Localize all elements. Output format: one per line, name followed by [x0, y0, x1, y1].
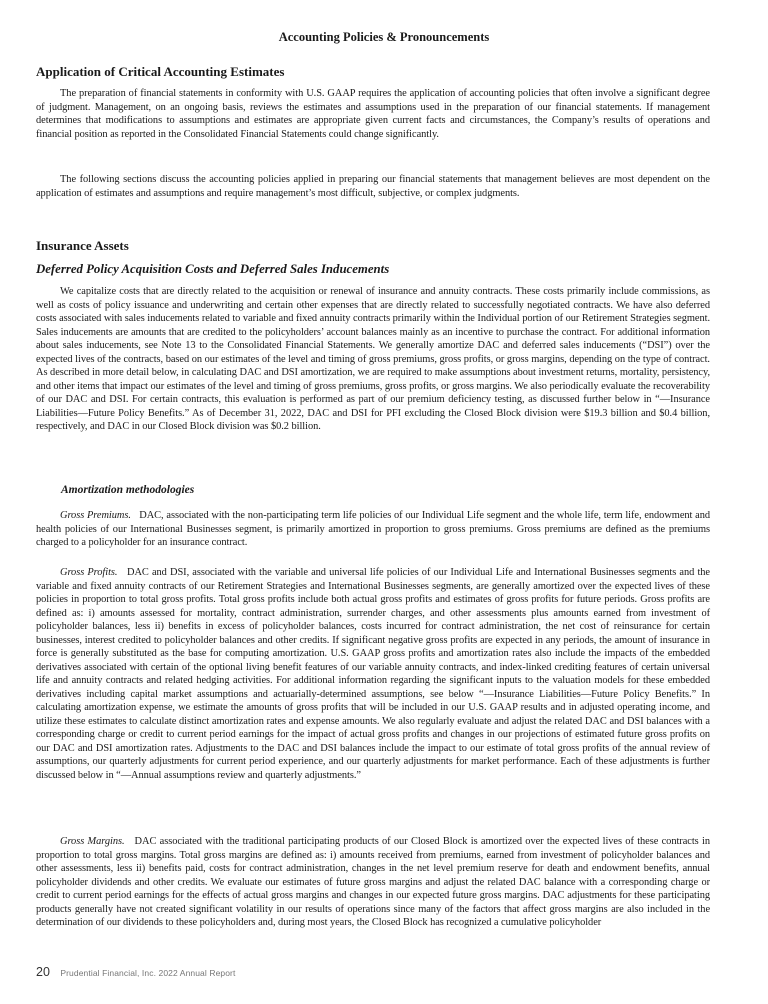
- page-footer: [36, 963, 235, 981]
- paragraph-text: The following sections discuss the accounting policies applied in preparing our financial statements that management believes are most dependent on the application of estimates and assumptions and require management’s most difficult, subjective, or complex judgments.: [36, 174, 710, 199]
- gross-premiums-label: Gross Premiums.: [60, 510, 131, 521]
- gross-premiums-paragraph: [36, 509, 710, 550]
- paragraph-text: The preparation of financial statements in conformity with U.S. GAAP requires the application of accounting policies that often involve a significant degree of judgment. Management, on an ongoing basis, reviews the estimates and assumptions used in the preparation of our financial statements. If management determines that modifications to assumptions and estimates are appropriate given current facts and circumstances, the Company’s results of operations and financial position as reported in the Consolidated Financial Statements could change significantly.: [36, 88, 710, 140]
- report-name: Prudential Financial, Inc. 2022 Annual Report: [60, 968, 236, 978]
- gross-premiums-text: DAC, associated with the non-participating term life policies of our Individual Life segment and the whole life, term life, endowment and health policies of our International Businesses segment, is primarily amortized in proportion to gross premiums. Gross premiums are defined as the premiums charged to a policyholder for an insurance contract.: [36, 510, 710, 548]
- gross-profits-text: DAC and DSI, associated with the variable and universal life policies of our Individual Life and International Businesses segments and the variable and fixed annuity contracts of our Retirement Strategies and International Businesses segments, are generally amortized over the expected lives of these policies in proportion to total gross profits. Total gross profits include both actual gross profits and estimates of gross profits for future periods. Gross profits are defined as: i) amounts assessed for mortality, contract administration, surrender charges, and other assessments plus amounts earned from investment of policyholder balances, less ii) benefits in excess of policyholder balances, costs incurred for contract administration, the net cost of reinsurance for certain businesses, interest credited to policyholder balances and other credits. If significant negative gross profits are expected in any periods, the amount of insurance in force is generally substituted as the base for computing amortization. U.S. GAAP gross profits and amortization rates also include the impacts of the embedded derivatives associated with certain of the optional living benefit features of our variable annuity contracts, and index-linked crediting features of certain universal life and annuity contracts and related hedging activities. For additional information regarding the significant inputs to the valuation models for these embedded derivatives including capital market assumptions and actuarially-determined assumptions, see below “—Insurance Liabilities—Future Policy Benefits.” In calculating amortization expense, we estimate the amounts of gross profits that will be included in our U.S. GAAP results and in adjusted operating income, and utilize these estimates to calculate distinct amortization rates and expense amounts. We also regularly evaluate and adjust the related DAC and DSI balances with a corresponding charge or credit to current period earnings for the impact of actual gross profits and changes in our projections of estimated future gross profits on our DAC and DSI amortization rates. Adjustments to the DAC and DSI balances include the impact to our estimate of total gross profits of the annual review of assumptions, our quarterly adjustments for current period experience, and our quarterly adjustments for market performance. Each of these adjustments is further discussed below in “—Annual assumptions review and quarterly adjustments.”: [36, 567, 710, 781]
- section-heading-critical-estimates: Application of Critical Accounting Estimates: [36, 64, 285, 79]
- gross-margins-text: DAC associated with the traditional participating products of our Closed Block is amortized over the expected lives of these contracts in proportion to total gross margins. Total gross margins are defined as: i) amounts received from premiums, earned from investment of policyholder balances and other assessments, less ii) benefits paid, costs for contract administration, changes in the net level premium reserve for death and endowment benefits, annual policyholder dividends and other credits. We evaluate our estimates of future gross margins and adjust the related DAC balance with a corresponding charge or credit to current period earnings for the effects of actual gross margins and changes in our expected future gross margins. DAC adjustments for these participating products generally have not created significant volatility in our results of operations since many of the factors that affect gross margins are also included in the determination of our dividends to these policyholders and, during most years, the Closed Block has recognized a cumulative policyholder: [36, 836, 710, 928]
- critical-estimates-paragraph-1: [36, 87, 710, 141]
- critical-estimates-paragraph-2: [36, 173, 710, 200]
- page-number: 20: [36, 965, 50, 979]
- gross-margins-label: Gross Margins.: [60, 836, 125, 847]
- gross-margins-paragraph: [36, 835, 710, 930]
- paragraph-text: We capitalize costs that are directly related to the acquisition or renewal of insurance and annuity contracts. These costs primarily include commissions, as well as costs of policy issuance and underwriting and certain other expenses that are directly related to successfully negotiated contracts. We have also deferred costs associated with sales inducements related to variable and fixed annuity contracts primarily within the Individual portion of our Retirement Strategies segment. Sales inducements are amounts that are credited to the policyholders’ account balances mainly as an incentive to purchase the contract. For additional information about sales inducements, see Note 13 to the Consolidated Financial Statements. We generally amortize DAC and deferred sales inducements (“DSI”) over the expected lives of the contracts, based on our estimates of the level and timing of gross premiums, gross profits, or gross margins, depending on the type of contract. As described in more detail below, in calculating DAC and DSI amortization, we are required to make assumptions about investment returns, mortality, persistency, and other items that impact our estimates of the level and timing of gross premiums, gross profits, or gross margins. We also periodically evaluate the recoverability of our DAC and DSI. For certain contracts, this evaluation is performed as part of our premium deficiency testing, as discussed further below in “—Insurance Liabilities—Future Policy Benefits.” As of December 31, 2022, DAC and DSI for PFI excluding the Closed Block division were $19.3 billion and $0.4 billion, respectively, and DAC in our Closed Block division was $0.2 billion.: [36, 286, 710, 432]
- gross-profits-label: Gross Profits.: [60, 567, 118, 578]
- section-heading-insurance-assets: Insurance Assets: [36, 238, 129, 253]
- page-title: Accounting Policies & Pronouncements: [278, 30, 490, 44]
- dac-dsi-paragraph: [36, 285, 710, 434]
- subheading-dac-dsi: Deferred Policy Acquisition Costs and Deferred Sales Inducements: [36, 262, 390, 276]
- gross-profits-paragraph: [36, 566, 710, 782]
- subheading-amortization-methodologies: Amortization methodologies: [61, 484, 195, 496]
